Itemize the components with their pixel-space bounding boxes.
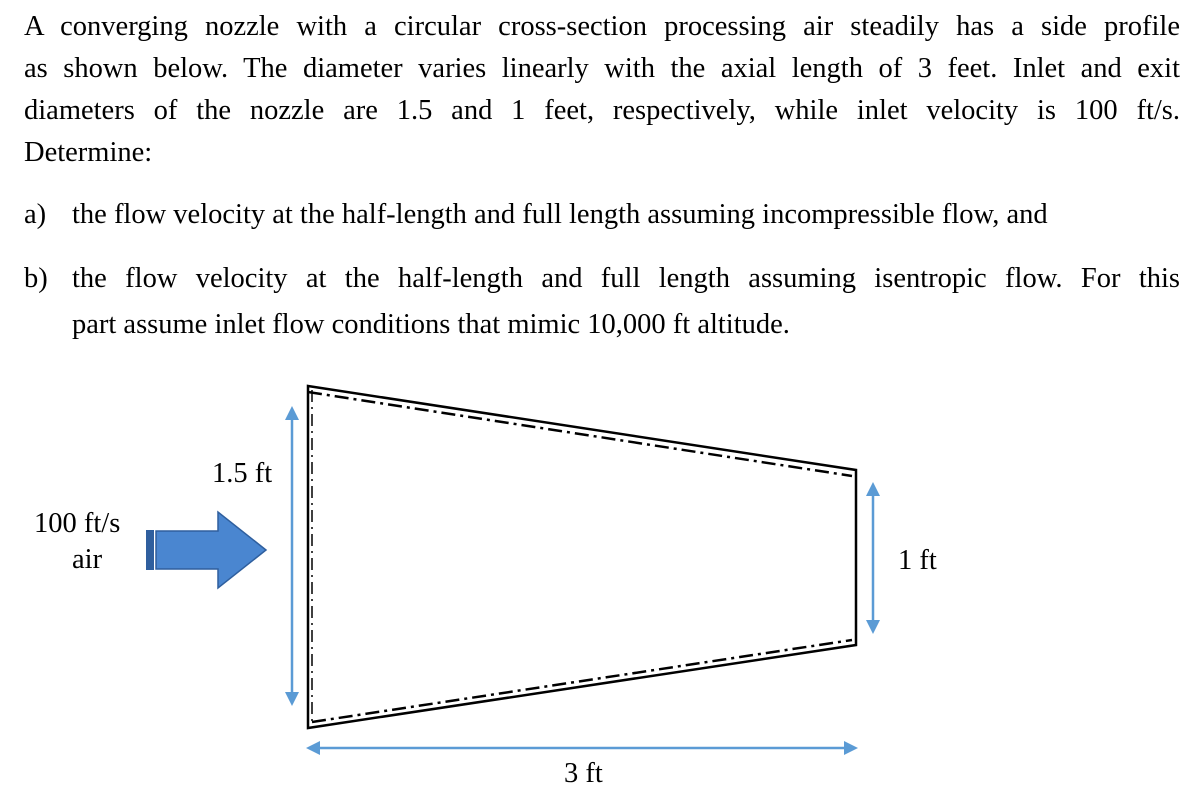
intro-line-4: Determine: bbox=[24, 137, 153, 168]
part-b-line-1: the flow velocity at the half-length and full length assuming isentropic flow. For this bbox=[72, 263, 1180, 294]
inlet-velocity-label: 100 ft/s bbox=[34, 508, 121, 539]
fluid-label: air bbox=[72, 544, 103, 575]
inlet-dim-arrow-top bbox=[285, 406, 299, 420]
exit-diameter-label: 1 ft bbox=[898, 545, 937, 576]
nozzle-body bbox=[308, 386, 856, 728]
nozzle-outline bbox=[308, 386, 856, 728]
exit-dim-arrow-bottom bbox=[866, 620, 880, 634]
length-dim-arrow-right bbox=[844, 741, 858, 755]
inlet-diameter-dimension bbox=[285, 406, 299, 706]
part-b-marker: b) bbox=[24, 263, 48, 294]
exit-diameter-dimension bbox=[866, 482, 880, 634]
inlet-diameter-label: 1.5 ft bbox=[212, 458, 273, 489]
intro-line-3: diameters of the nozzle are 1.5 and 1 feet, respectively, while inlet velocity is 100 ft/s. bbox=[24, 95, 1180, 126]
intro-line-2: as shown below. The diameter varies linearly with the axial length of 3 feet. Inlet and exit bbox=[24, 53, 1180, 84]
exit-dim-arrow-top bbox=[866, 482, 880, 496]
part-a-marker: a) bbox=[24, 199, 47, 230]
inlet-dim-arrow-bottom bbox=[285, 692, 299, 706]
part-b-line-2: part assume inlet flow conditions that mimic 10,000 ft altitude. bbox=[72, 309, 790, 340]
length-label: 3 ft bbox=[564, 758, 603, 789]
intro-line-1: A converging nozzle with a circular cross-section processing air steadily has a side profile bbox=[24, 11, 1180, 42]
flow-arrow-body bbox=[156, 512, 266, 588]
length-dim-arrow-left bbox=[306, 741, 320, 755]
part-a-line-1: the flow velocity at the half-length and full length assuming incompressible flow, and bbox=[72, 199, 1048, 230]
flow-arrow bbox=[146, 512, 266, 588]
nozzle-bottom-edge-dashes bbox=[312, 640, 852, 722]
nozzle-top-edge-dashes bbox=[308, 392, 852, 476]
length-dimension bbox=[306, 741, 858, 755]
flow-arrow-tail-bar bbox=[146, 530, 154, 570]
